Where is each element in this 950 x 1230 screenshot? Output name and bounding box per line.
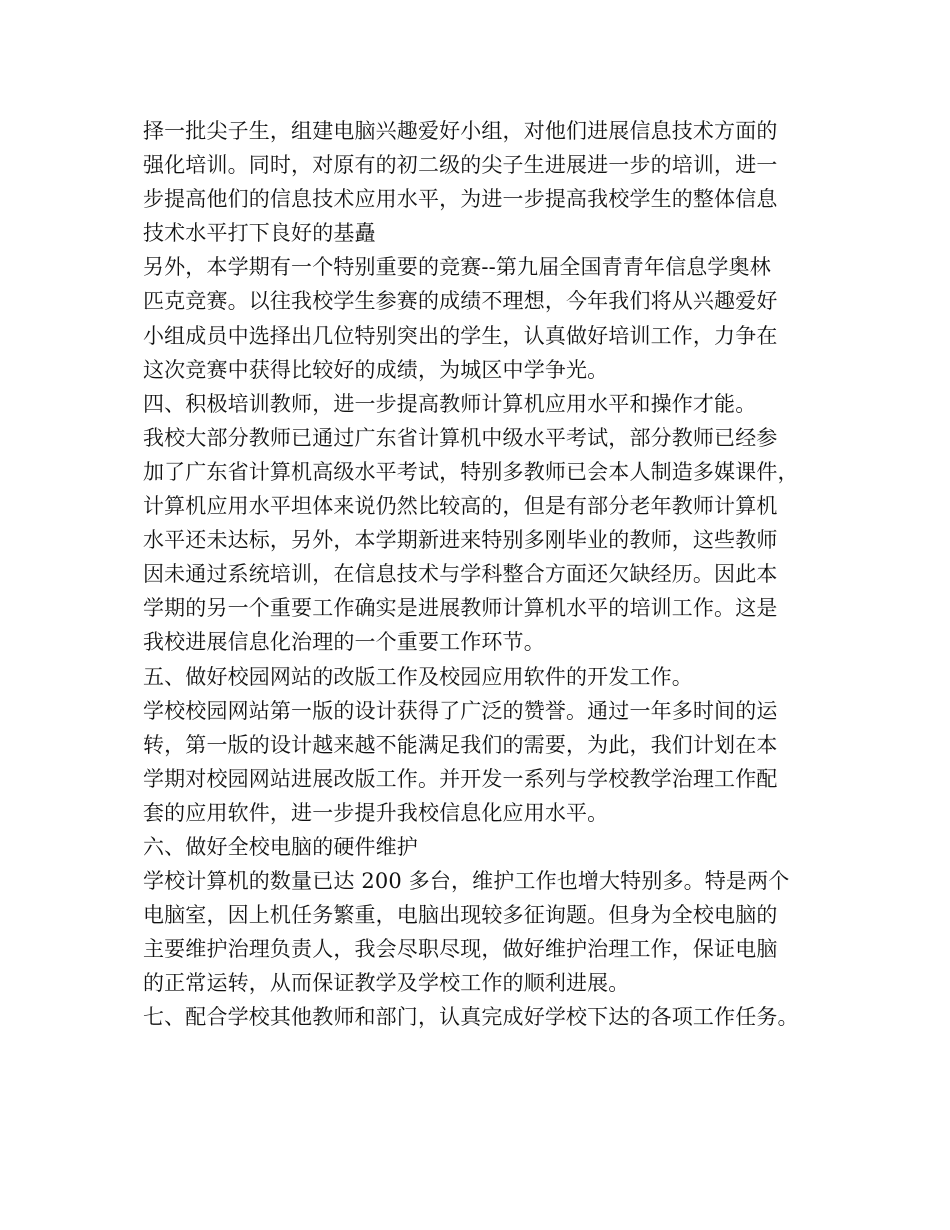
text-line: 水平还未达标，另外，本学期新进来特别多刚毕业的教师，这些教师 [143, 528, 778, 553]
text-line: 计算机应用水平坦体来说仍然比较高的，但是有部分老年教师计算机 [143, 494, 778, 519]
document-page [143, 114, 833, 1035]
text-line: 我校大部分教师已通过广东省计算机中级水平考试，部分教师已经参 [143, 425, 778, 450]
text-line: 转，第一版的设计越来越不能满足我们的需要，为此，我们计划在本 [143, 732, 778, 757]
section-heading: 四、积极培训教师，进一步提高教师计算机应用水平和操作才能。 [143, 391, 757, 416]
text-line: 择一批尖子生，组建电脑兴趣爱好小组，对他们进展信息技术方面的 [143, 119, 778, 143]
text-line: 电脑室，因上机任务繁重，电脑出现较多征询题。但身为全校电脑的 [143, 903, 778, 928]
text-line: 套的应用软件，进一步提升我校信息化应用水平。 [143, 800, 609, 825]
text-line: 我校进展信息化治理的一个重要工作环节。 [143, 630, 545, 655]
section-heading: 五、做好校园网站的改版工作及校园应用软件的开发工作。 [143, 664, 693, 689]
text-line: 另外，本学期有一个特别重要的竞赛--第九届全国青青年信息学奥林 [143, 255, 771, 280]
text-line: 因未通过系统培训，在信息技术与学科整合方面还欠缺经历。因此本 [143, 562, 778, 587]
text-line: 强化培训。同时，对原有的初二级的尖子生进展进一步的培训，进一 [143, 153, 778, 178]
text-line: 学校计算机的数量已达 200 多台，维护工作也增大特别多。特是两个 [143, 869, 790, 894]
text-line: 主要维护治理负责人，我会尽职尽现，做好维护治理工作，保证电脑 [143, 937, 778, 962]
text-line: 步提高他们的信息技术应用水平，为进一步提高我校学生的整体信息 [143, 187, 778, 212]
section-heading: 七、配合学校其他教师和部门，认真完成好学校下达的各项工作任务。 [143, 1005, 799, 1030]
text-line: 学校校园网站第一版的设计获得了广泛的赞誉。通过一年多时间的运 [143, 698, 778, 723]
text-line: 这次竞赛中获得比较好的成绩，为城区中学争光。 [143, 357, 609, 382]
text-line: 的正常运转，从而保证教学及学校工作的顺利进展。 [143, 971, 630, 996]
text-line: 加了广东省计算机高级水平考试，特别多教师已会本人制造多媒课件， [143, 459, 799, 484]
text-line: 技术水平打下良好的基矗 [143, 221, 376, 246]
section-heading: 六、做好全校电脑的硬件维护 [143, 834, 418, 859]
text-line: 小组成员中选择出几位特别突出的学生，认真做好培训工作，力争在 [143, 323, 778, 348]
text-line: 学期的另一个重要工作确实是进展教师计算机水平的培训工作。这是 [143, 596, 778, 621]
text-line: 匹克竞赛。以往我校学生参赛的成绩不理想，今年我们将从兴趣爱好 [143, 289, 778, 314]
text-line: 学期对校园网站进展改版工作。并开发一系列与学校教学治理工作配 [143, 766, 778, 791]
